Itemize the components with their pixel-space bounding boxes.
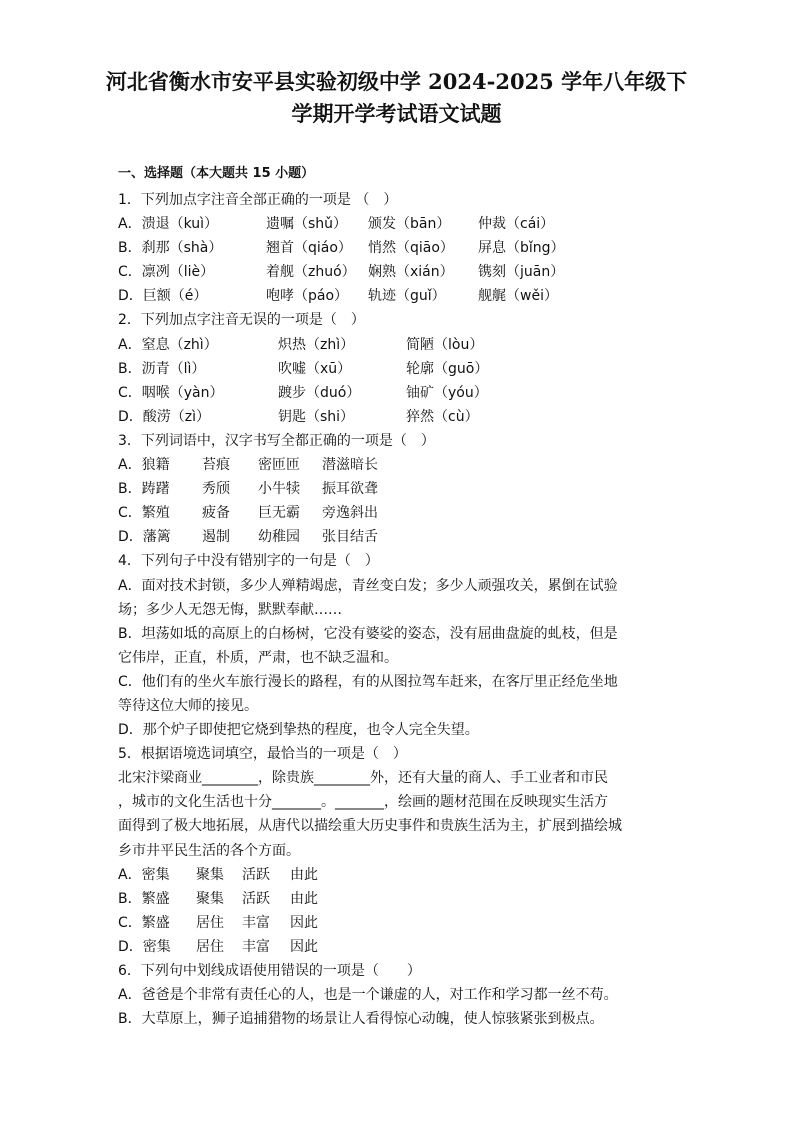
- question-4-option-d: D．那个炉子即使把它烧到挚热的程度，也令人完全失望。: [118, 722, 479, 739]
- question-2-option-d: [118, 405, 678, 429]
- option-part: 遏制: [202, 529, 230, 546]
- option-part: 丰富: [242, 938, 270, 955]
- option-part: D．密集: [118, 938, 171, 955]
- question-4-stem: 4．下列句子中没有错别字的一句是（ ）: [118, 553, 379, 570]
- option-part: B．踌躇: [118, 481, 170, 498]
- option-part: 幼稚园: [258, 529, 300, 546]
- question-list: [118, 188, 678, 1031]
- question-4-option-b-line-2: 它伟岸，正直，朴质，严肃，也不缺乏温和。: [118, 649, 398, 666]
- option-part: 遗嘱（shǔ）: [266, 216, 348, 233]
- question-4-option-c-line-2: 等待这位大师的接见。: [118, 697, 258, 714]
- option-part: 炽热（zhì）: [278, 336, 355, 353]
- option-part: 踱步（duó）: [278, 384, 361, 401]
- option-part: 秀颀: [202, 481, 230, 498]
- question-5-passage-line-3: 面得到了极大地拓展，从唐代以描绘重大历史事件和贵族生活为主，扩展到描绘城: [118, 818, 622, 835]
- option-part: C．咽喉（yàn）: [118, 384, 224, 401]
- option-part: 旁逸斜出: [322, 505, 378, 522]
- option-part: 咆哮（páo）: [266, 288, 349, 305]
- option-part: 小牛犊: [258, 481, 300, 498]
- question-1-option-c: [118, 260, 678, 284]
- question-2-option-a: [118, 333, 678, 357]
- option-part: 镌刻（juān）: [478, 264, 565, 281]
- question-2-option-b: [118, 357, 678, 381]
- question-3-option-b: [118, 477, 678, 501]
- option-part: 翘首（qiáo）: [266, 240, 352, 257]
- question-2-stem: 2．下列加点字注音无误的一项是（ ）: [118, 312, 365, 329]
- question-6-option-a: A．爸爸是个非常有责任心的人，也是一个谦虚的人，对工作和学习都一丝不苟。: [118, 987, 618, 1004]
- option-part: 钥匙（shi）: [278, 408, 355, 425]
- option-part: 轮廓（guō）: [406, 360, 489, 377]
- option-part: 屏息（bǐng）: [478, 240, 565, 257]
- exam-title-line-1: 河北省衡水市安平县实验初级中学 2024-2025 学年八年级下: [105, 69, 688, 94]
- option-part: A．窒息（zhì）: [118, 336, 218, 353]
- option-part: 因此: [290, 938, 318, 955]
- question-1-option-b: [118, 236, 678, 260]
- option-part: 活跃: [242, 890, 270, 907]
- question-4-option-a-line-2: 场；多少人无怨无悔，默默奉献……: [118, 601, 342, 618]
- option-part: 舰艉（wěi）: [478, 288, 558, 305]
- option-part: 简陋（lòu）: [406, 336, 484, 353]
- option-part: 吹嘘（xū）: [278, 360, 352, 377]
- option-part: B．繁盛: [118, 890, 170, 907]
- option-part: 着舰（zhuó）: [266, 264, 356, 281]
- option-part: 居住: [196, 914, 224, 931]
- exam-title: [60, 66, 733, 130]
- option-part: C．凛冽（liè）: [118, 264, 215, 281]
- question-4-option-a-line-1: A．面对技术封锁，多少人殚精竭虑，青丝变白发；多少人顽强攻关，累倒在试验: [118, 577, 618, 594]
- question-1-option-a: [118, 212, 678, 236]
- question-1-stem: 1．下列加点字注音全部正确的一项是 （ ）: [118, 192, 398, 208]
- question-4-option-b-line-1: B．坦荡如坻的高原上的白杨树，它没有婆娑的姿态，没有屈曲盘旋的虬枝，但是: [118, 625, 618, 642]
- option-part: C．繁殖: [118, 505, 170, 522]
- option-part: 苔痕: [202, 457, 230, 474]
- question-5-option-b: [118, 887, 678, 911]
- option-part: B．沥青（lì）: [118, 360, 206, 377]
- option-part: B．刹那（shà）: [118, 240, 223, 257]
- question-5-passage-line-4: 乡市井平民生活的各个方面。: [118, 842, 300, 859]
- question-3-stem: 3．下列词语中，汉字书写全都正确的一项是（ ）: [118, 432, 435, 449]
- option-part: 仲裁（cái）: [478, 216, 555, 233]
- option-part: 活跃: [242, 866, 270, 883]
- question-2-option-c: [118, 381, 678, 405]
- option-part: 猝然（cù）: [406, 408, 479, 425]
- question-3-option-c: [118, 501, 678, 525]
- question-5-option-d: [118, 935, 678, 959]
- option-part: D．巨额（é）: [118, 288, 208, 305]
- question-6-option-b: B．大草原上，狮子追捕猎物的场景让人看得惊心动魄，使人惊骇紧张到极点。: [118, 1011, 604, 1028]
- question-3-option-d: [118, 525, 678, 549]
- question-5-option-c: [118, 911, 678, 935]
- option-part: 悄然（qiāo）: [368, 240, 454, 257]
- question-5-stem: 5．根据语境选词填空，最恰当的一项是（ ）: [118, 746, 407, 763]
- exam-title-line-2: 学期开学考试语文试题: [291, 101, 502, 126]
- option-part: 潜滋暗长: [322, 457, 378, 474]
- option-part: 居住: [196, 938, 224, 955]
- option-part: 巨无霸: [258, 505, 300, 522]
- option-part: 振耳欲聋: [322, 481, 378, 498]
- option-part: 铀矿（yóu）: [406, 384, 488, 401]
- question-1-option-d: [118, 284, 678, 308]
- option-part: 娴熟（xián）: [368, 264, 454, 281]
- question-3-option-a: [118, 453, 678, 477]
- option-part: 颁发（bān）: [368, 216, 451, 233]
- question-5-passage-line-2: ，城市的文化生活也十分_______。_______，绘画的题材范围在反映现实生活方: [118, 794, 608, 811]
- question-5-passage-line-1: 北宋汴梁商业________，除贵族________外，还有大量的商人、手工业者和市民: [118, 770, 608, 787]
- option-part: 张目结舌: [322, 529, 378, 546]
- option-part: A．狼籍: [118, 457, 170, 474]
- option-part: A．溃退（kuì）: [118, 216, 219, 233]
- option-part: 聚集: [196, 890, 224, 907]
- option-part: 轨迹（guǐ）: [368, 288, 446, 305]
- option-part: 丰富: [242, 914, 270, 931]
- question-5-option-a: [118, 863, 678, 887]
- option-part: D．酸涝（zì）: [118, 408, 211, 425]
- option-part: D．藩篱: [118, 529, 171, 546]
- option-part: A．密集: [118, 866, 170, 883]
- question-4-option-c-line-1: C．他们有的坐火车旅行漫长的路程，有的从图拉驾车赶来，在客厅里正经危坐地: [118, 673, 618, 690]
- option-part: 密匝匝: [258, 457, 300, 474]
- option-part: 因此: [290, 914, 318, 931]
- option-part: 疲备: [202, 505, 230, 522]
- option-part: 聚集: [196, 866, 224, 883]
- section-heading: 一、选择题（本大题共 15 小题）: [118, 166, 315, 181]
- option-part: 由此: [290, 890, 318, 907]
- question-6-stem: 6．下列句中划线成语使用错误的一项是（ ）: [118, 963, 421, 979]
- option-part: 由此: [290, 866, 318, 883]
- option-part: C．繁盛: [118, 914, 170, 931]
